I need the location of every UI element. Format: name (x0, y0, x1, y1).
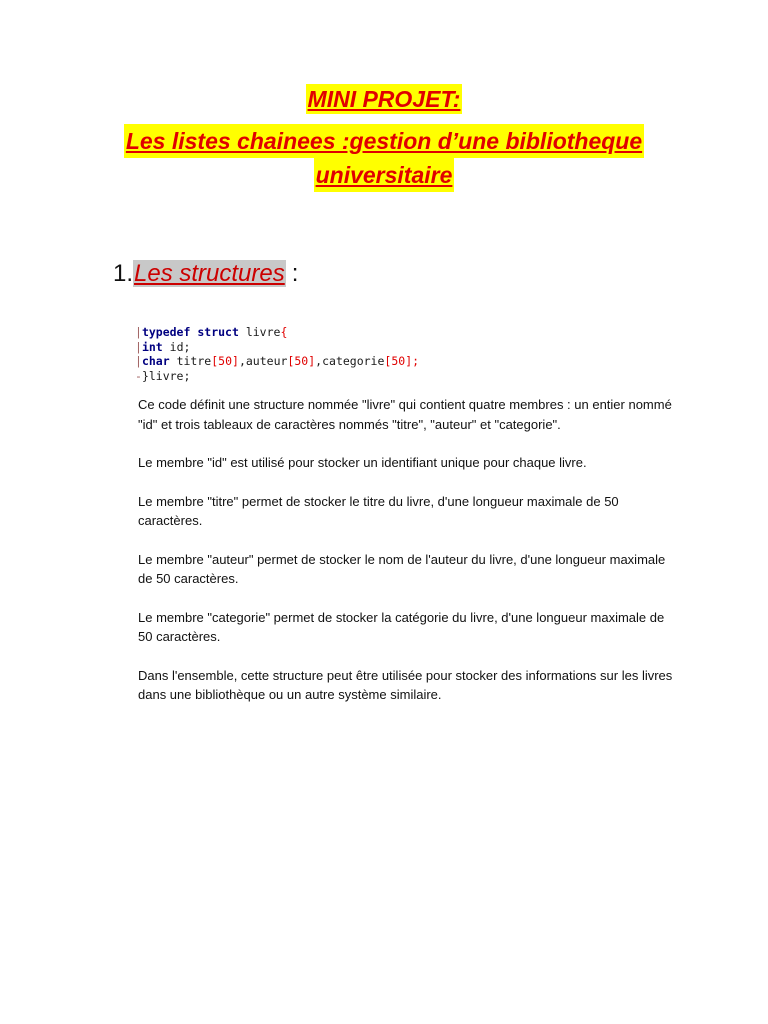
code-number: 50 (391, 354, 406, 368)
code-text: titre (176, 354, 212, 368)
code-identifier: livre (245, 325, 281, 339)
paragraph: Le membre "id" est utilisé pour stocker un identifiant unique pour chaque livre. (138, 455, 587, 470)
code-number: 50 (218, 354, 232, 368)
code-keyword: struct (197, 325, 239, 339)
document-title-continued: universitaire (314, 158, 455, 192)
code-snippet: |typedef struct livre{ |int id; |char titre[50],auteur[50],categorie[50]; -}livre; (135, 325, 420, 383)
code-text: id; (169, 339, 191, 354)
paragraph: Le membre "titre" permet de stocker le titre du livre, d'une longueur maximale de 50 caractères. (138, 493, 619, 528)
document-title: Les listes chainees :gestion d’une bibliotheque (124, 124, 644, 158)
section-title: Les structures (134, 260, 285, 287)
project-label: MINI PROJET: (307, 86, 461, 112)
title-block (0, 84, 768, 192)
section-number: 1. (113, 260, 134, 287)
body-text (138, 395, 678, 724)
code-text: }livre; (141, 368, 191, 383)
paragraph: Dans l'ensemble, cette structure peut être utilisée pour stocker des informations sur les livres dans une bibliothèque ou un autre système similaire. (138, 667, 673, 702)
code-number: 50 (294, 354, 309, 368)
paragraph: Le membre "auteur" permet de stocker le nom de l'auteur du livre, d'une longueur maximale de 50 caractères. (138, 551, 666, 586)
paragraph: Le membre "categorie" permet de stocker la catégorie du livre, d'une longueur maximale de 50 caractères. (138, 609, 665, 644)
code-text: categorie (322, 354, 385, 368)
paragraph: Ce code définit une structure nommée "livre" qui contient quatre membres : un entier nommé "id" et trois tableaux de caractères nommés "titre", "auteur" et "categorie". (138, 397, 672, 432)
code-text: auteur (245, 354, 288, 368)
section-heading (113, 258, 298, 290)
section-colon: : (291, 260, 299, 287)
code-keyword: char (141, 354, 170, 368)
code-keyword: typedef (141, 325, 191, 339)
code-keyword: int (141, 339, 163, 354)
code-brace: { (280, 325, 288, 339)
